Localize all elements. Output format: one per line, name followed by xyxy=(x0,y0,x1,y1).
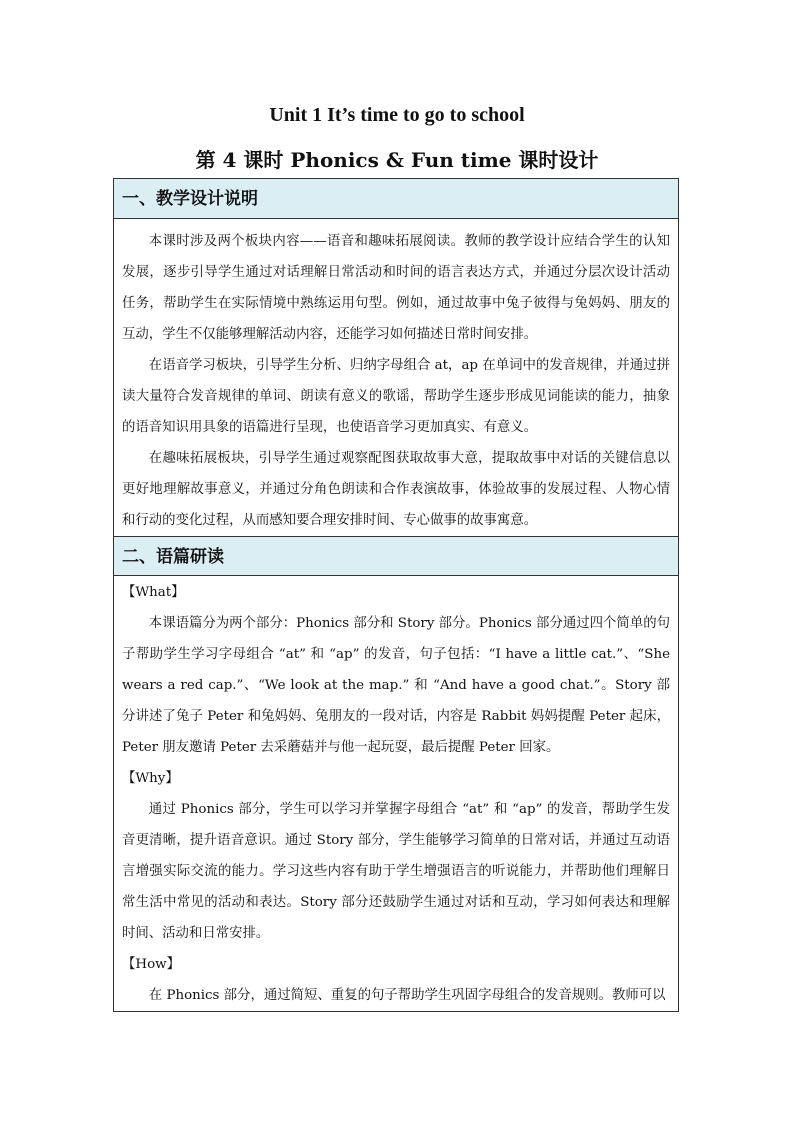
how-label: 【How】 xyxy=(122,957,180,972)
why-label: 【Why】 xyxy=(122,771,179,786)
design-notes-paragraph-3: 在趣味拓展板块，引导学生通过观察配图获取故事大意，提取故事中对话的关键信息以更好地理解故事意义，并通过分角色朗读和合作表演故事，体验故事的发展过程、人物心情和行动的变化过程，从而感知要合理安排时间、专心做事的故事寓意。 xyxy=(122,451,670,528)
what-label: 【What】 xyxy=(122,585,185,600)
lesson-design-table xyxy=(113,178,679,1012)
design-notes-paragraph-2: 在语音学习板块，引导学生分析、归纳字母组合 at，ap 在单词中的发音规律，并通过拼读大量符合发音规律的单词、朗读有意义的歌谣，帮助学生逐步形成见词能读的能力，抽象的语音知识用具象的语篇进行呈现，也使语音学习更加真实、有意义。 xyxy=(122,358,670,435)
how-paragraph: 在 Phonics 部分，通过简短、重复的句子帮助学生巩固字母组合的发音规则。教师可以 xyxy=(148,988,666,1003)
why-paragraph: 通过 Phonics 部分，学生可以学习并掌握字母组合 “at” 和 “ap” 的发音，帮助学生发音更清晰，提升语音意识。通过 Story 部分，学生能够学习简单的日常对话，并通过互动语言增强实际交流的能力。学习这些内容有助于学生增强语言的听说能力，并帮助他们理解日常生活中常见的活动和表达。Story 部分还鼓励学生通过对话和互动，学习如何表达和理解时间、活动和日常安排。 xyxy=(122,802,670,941)
document-title-english: Unit 1 It’s time to go to school xyxy=(269,104,525,126)
design-notes-paragraph-1: 本课时涉及两个板块内容——语音和趣味拓展阅读。教师的教学设计应结合学生的认知发展，逐步引导学生通过对话理解日常活动和时间的语言表达方式，并通过分层次设计活动任务，帮助学生在实际情境中熟练运用句型。例如，通过故事中兔子彼得与兔妈妈、朋友的互动，学生不仅能够理解活动内容，还能学习如何描述日常时间安排。 xyxy=(122,234,670,342)
section-heading-design-notes: 一、教学设计说明 xyxy=(114,179,678,219)
what-paragraph: 本课语篇分为两个部分：Phonics 部分和 Story 部分。Phonics 部分通过四个简单的句子帮助学生学习字母组合 “at” 和 “ap” 的发音，句子包括：“I have a little cat.”、“She wears a red cap.”、“We look at the map.” 和 “And have a good chat.”。Story 部分讲述了兔子 Peter 和兔妈妈、兔朋友的一段对话，内容是 Rabbit 妈妈提醒 Peter 起床，Peter 朋友邀请 Peter 去采蘑菇并与他一起玩耍，最后提醒 Peter 回家。 xyxy=(122,616,670,755)
document-title-chinese: 第 4 课时 Phonics & Fun time 课时设计 xyxy=(195,148,599,172)
section-heading-text-analysis: 二、语篇研读 xyxy=(114,536,678,576)
